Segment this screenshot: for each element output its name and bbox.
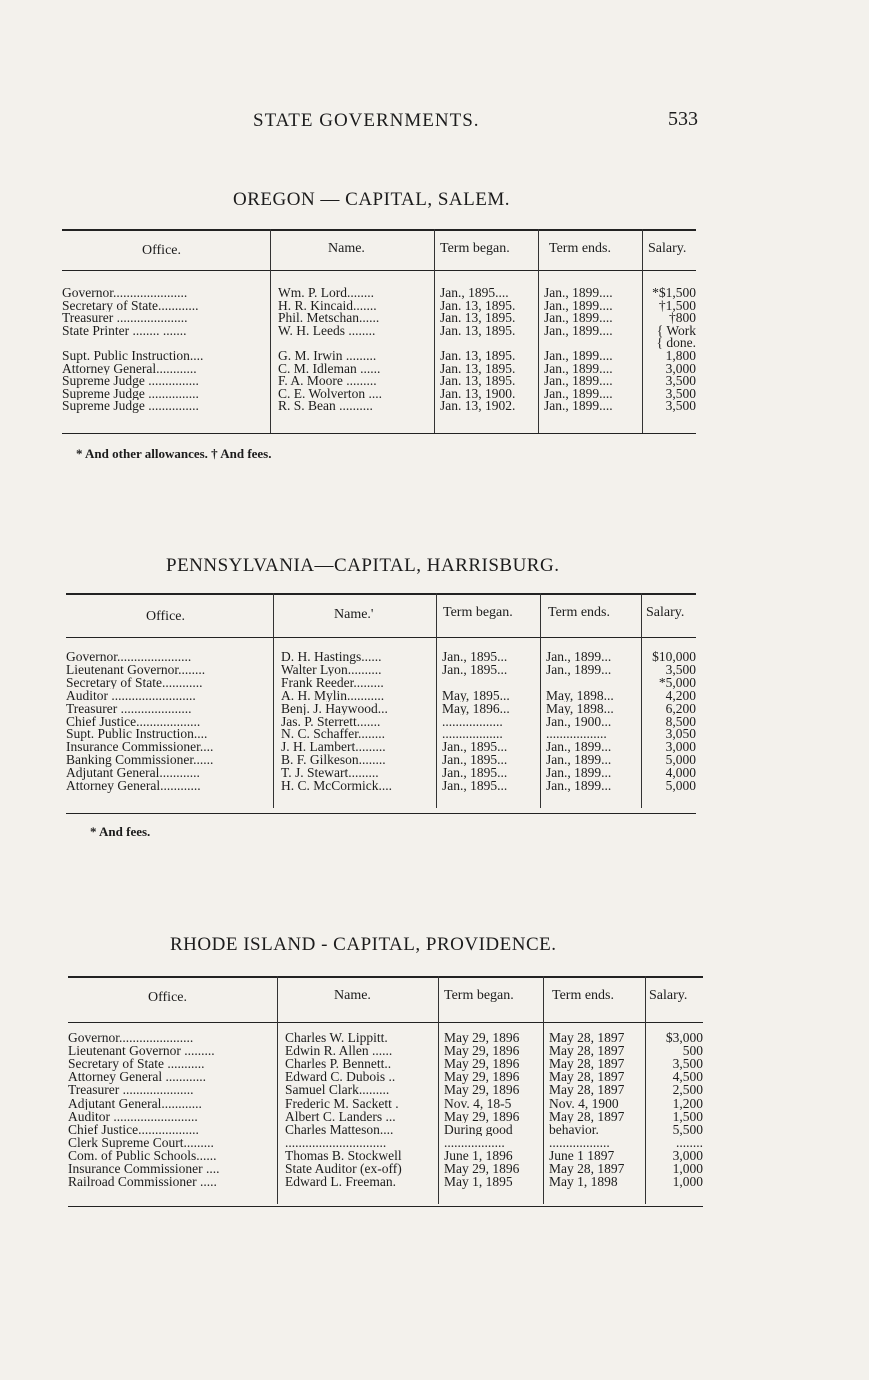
cell-term-ends: May 28, 1897 bbox=[549, 1110, 625, 1124]
cell-name: Benj. J. Haywood... bbox=[281, 702, 388, 716]
cell-name: B. F. Gilkeson........ bbox=[281, 754, 386, 767]
running-head: STATE GOVERNMENTS. bbox=[253, 110, 480, 131]
col-header-office: Office. bbox=[146, 609, 185, 624]
cell-name: Albert C. Landers ... bbox=[285, 1110, 396, 1124]
col-header-term-ends: Term ends. bbox=[548, 605, 611, 620]
pennsylvania-title: PENNSYLVANIA—CAPITAL, HARRISBURG. bbox=[166, 555, 560, 576]
cell-term-ends: Jan., 1899.... bbox=[544, 387, 613, 401]
cell-term-ends: May 28, 1897 bbox=[549, 1045, 625, 1058]
cell-office: State Printer ........ ....... bbox=[62, 324, 187, 338]
cell-office: Lieutenant Governor........ bbox=[66, 663, 206, 677]
cell-office: Lieutenant Governor ......... bbox=[68, 1045, 215, 1058]
cell-term-began: May 29, 1896 bbox=[444, 1058, 520, 1071]
cell-salary-continued: { done. bbox=[656, 337, 696, 350]
cell-salary: 3,000 bbox=[672, 1149, 703, 1163]
cell-term-began: Jan., 1895... bbox=[442, 741, 508, 754]
cell-term-ends: Jan., 1899... bbox=[546, 741, 612, 754]
cell-term-ends: .................. bbox=[546, 728, 607, 741]
cell-salary: 8,500 bbox=[665, 715, 696, 728]
cell-term-ends: Jan., 1899... bbox=[546, 754, 612, 767]
cell-salary: 500 bbox=[682, 1045, 703, 1058]
cell-salary: 4,500 bbox=[672, 1071, 703, 1084]
cell-term-ends: May 28, 1897 bbox=[549, 1084, 625, 1097]
column-divider bbox=[538, 229, 539, 433]
column-divider bbox=[273, 593, 274, 808]
header-rule bbox=[66, 637, 696, 638]
cell-name: Edward C. Dubois .. bbox=[285, 1071, 396, 1084]
cell-term-ends: Jan., 1899.... bbox=[544, 375, 613, 388]
col-header-office: Office. bbox=[142, 243, 181, 258]
cell-name: Frederic M. Sackett . bbox=[285, 1097, 399, 1110]
cell-office: Railroad Commissioner ..... bbox=[68, 1176, 217, 1189]
cell-name: H. R. Kincaid....... bbox=[278, 299, 377, 313]
cell-name: Jas. P. Sterrett....... bbox=[281, 715, 381, 728]
cell-office: Banking Commissioner...... bbox=[66, 754, 214, 767]
col-header-name: Name.' bbox=[334, 607, 374, 622]
cell-term-ends: May 1, 1898 bbox=[549, 1176, 618, 1189]
cell-office: Treasurer ..................... bbox=[62, 312, 188, 325]
page-number: 533 bbox=[668, 108, 698, 130]
cell-salary: 3,500 bbox=[665, 387, 696, 401]
col-header-salary: Salary. bbox=[648, 241, 687, 256]
cell-office: Supreme Judge ............... bbox=[62, 375, 199, 388]
cell-name: Edward L. Freeman. bbox=[285, 1176, 396, 1189]
col-header-term-ends: Term ends. bbox=[552, 988, 615, 1003]
cell-name: D. H. Hastings...... bbox=[281, 651, 382, 664]
column-divider bbox=[642, 229, 643, 433]
oregon-title: OREGON — CAPITAL, SALEM. bbox=[233, 189, 511, 210]
cell-office: Supreme Judge ............... bbox=[62, 387, 199, 401]
cell-salary: 4,200 bbox=[665, 689, 696, 703]
cell-term-began: Jan. 13, 1895. bbox=[440, 375, 516, 388]
table-top-rule bbox=[68, 976, 703, 978]
table-bottom-rule bbox=[62, 433, 696, 434]
cell-name: Charles Matteson.... bbox=[285, 1123, 394, 1137]
cell-name: .............................. bbox=[285, 1136, 387, 1150]
cell-salary: 5,500 bbox=[672, 1123, 703, 1137]
cell-salary: { Work bbox=[656, 324, 696, 338]
cell-term-ends: May 28, 1897 bbox=[549, 1032, 625, 1045]
cell-term-began: .................. bbox=[442, 728, 503, 741]
column-divider bbox=[438, 976, 439, 1204]
pennsylvania-table bbox=[66, 589, 696, 815]
cell-office: Chief Justice................... bbox=[66, 715, 201, 728]
cell-term-ends: Jan., 1899... bbox=[546, 651, 612, 664]
column-divider bbox=[436, 593, 437, 808]
cell-term-ends: Jan., 1899... bbox=[546, 663, 612, 677]
cell-office: Treasurer ..................... bbox=[66, 702, 192, 716]
cell-office: Secretary of State............ bbox=[66, 676, 203, 690]
cell-office: Attorney General............ bbox=[66, 780, 201, 793]
cell-term-ends: Jan., 1899... bbox=[546, 780, 612, 793]
col-header-term-began: Term began. bbox=[444, 988, 514, 1003]
table-bottom-rule bbox=[66, 813, 696, 814]
cell-salary: 4,000 bbox=[665, 767, 696, 780]
cell-name: G. M. Irwin ......... bbox=[278, 350, 377, 363]
column-divider bbox=[434, 229, 435, 433]
cell-term-began: Jan. 13, 1895. bbox=[440, 350, 516, 363]
cell-office: Auditor ......................... bbox=[66, 689, 196, 703]
cell-salary: *$1,500 bbox=[652, 287, 696, 300]
cell-salary: 3,500 bbox=[665, 375, 696, 388]
cell-term-began: Jan. 13, 1895. bbox=[440, 362, 516, 376]
cell-term-ends: Jan., 1899.... bbox=[544, 312, 613, 325]
cell-name: W. H. Leeds ........ bbox=[278, 324, 376, 338]
col-header-name: Name. bbox=[334, 988, 371, 1003]
cell-salary: 3,500 bbox=[665, 400, 696, 413]
pennsylvania-footnote: * And fees. bbox=[90, 824, 151, 839]
oregon-table bbox=[62, 225, 696, 435]
cell-name: T. J. Stewart......... bbox=[281, 767, 379, 780]
cell-name: Samuel Clark......... bbox=[285, 1084, 390, 1097]
cell-salary: 3,500 bbox=[665, 663, 696, 677]
cell-office: Com. of Public Schools...... bbox=[68, 1149, 217, 1163]
cell-term-began: Jan., 1895.... bbox=[440, 287, 509, 300]
cell-salary: 6,200 bbox=[665, 702, 696, 716]
col-header-term-began: Term began. bbox=[443, 605, 513, 620]
cell-term-began: May 29, 1896 bbox=[444, 1045, 520, 1058]
cell-term-began: May 29, 1896 bbox=[444, 1032, 520, 1045]
cell-term-ends: May 28, 1897 bbox=[549, 1071, 625, 1084]
column-divider bbox=[641, 593, 642, 808]
cell-term-ends: June 1 1897 bbox=[549, 1149, 615, 1163]
cell-term-began: Jan., 1895... bbox=[442, 767, 508, 780]
cell-term-began: May 29, 1896 bbox=[444, 1163, 520, 1176]
cell-term-ends: Jan., 1899.... bbox=[544, 299, 613, 313]
cell-office: Attorney General ............ bbox=[68, 1071, 206, 1084]
cell-name: H. C. McCormick.... bbox=[281, 780, 392, 793]
cell-term-ends: May, 1898... bbox=[546, 689, 614, 703]
column-divider bbox=[543, 976, 544, 1204]
cell-office: Attorney General............ bbox=[62, 362, 197, 376]
oregon-footnote: * And other allowances. † And fees. bbox=[76, 446, 272, 461]
cell-name: Walter Lyon.......... bbox=[281, 663, 382, 677]
cell-office: Secretary of State ........... bbox=[68, 1058, 205, 1071]
cell-term-ends: Nov. 4, 1900 bbox=[549, 1097, 619, 1110]
cell-term-ends: Jan., 1899.... bbox=[544, 287, 613, 300]
cell-salary: †800 bbox=[669, 312, 696, 325]
cell-term-ends: Jan., 1899.... bbox=[544, 350, 613, 363]
cell-salary: †1,500 bbox=[658, 299, 696, 313]
rhode-island-title: RHODE ISLAND - CAPITAL, PROVIDENCE. bbox=[170, 934, 557, 955]
cell-name: Wm. P. Lord........ bbox=[278, 287, 374, 300]
col-header-salary: Salary. bbox=[646, 605, 685, 620]
cell-salary: 1,000 bbox=[672, 1163, 703, 1176]
cell-name: A. H. Mylin........... bbox=[281, 689, 385, 703]
column-divider bbox=[270, 229, 271, 433]
rhode-island-table bbox=[68, 972, 703, 1210]
cell-term-ends: Jan., 1899.... bbox=[544, 362, 613, 376]
cell-term-ends: May, 1898... bbox=[546, 702, 614, 716]
cell-term-ends: Jan., 1899... bbox=[546, 767, 612, 780]
cell-name: Phil. Metschan...... bbox=[278, 312, 380, 325]
cell-term-began: May 29, 1896 bbox=[444, 1071, 520, 1084]
cell-salary: 3,000 bbox=[665, 741, 696, 754]
cell-salary: 5,000 bbox=[665, 780, 696, 793]
cell-term-began: May 1, 1895 bbox=[444, 1176, 513, 1189]
cell-office: Governor...................... bbox=[66, 651, 192, 664]
cell-term-ends: May 28, 1897 bbox=[549, 1058, 625, 1071]
cell-term-began: During good bbox=[444, 1123, 513, 1137]
cell-name: State Auditor (ex-off) bbox=[285, 1163, 402, 1176]
cell-name: F. A. Moore ......... bbox=[278, 375, 377, 388]
cell-term-began: .................. bbox=[444, 1136, 505, 1150]
cell-office: Adjutant General............ bbox=[68, 1097, 202, 1110]
cell-name: C. M. Idleman ...... bbox=[278, 362, 381, 376]
cell-term-ends: behavior. bbox=[549, 1123, 599, 1137]
cell-office: Governor...................... bbox=[68, 1032, 194, 1045]
cell-name: J. H. Lambert......... bbox=[281, 741, 386, 754]
header-rule bbox=[68, 1022, 703, 1023]
cell-term-began: May 29, 1896 bbox=[444, 1084, 520, 1097]
cell-term-began: Jan. 13, 1895. bbox=[440, 299, 516, 313]
header-rule bbox=[62, 270, 696, 271]
cell-term-ends: .................. bbox=[549, 1136, 610, 1150]
cell-name: Charles W. Lippitt. bbox=[285, 1032, 388, 1045]
cell-salary: ........ bbox=[676, 1136, 703, 1150]
cell-salary: 1,200 bbox=[672, 1097, 703, 1110]
cell-term-began: Nov. 4, 18-5 bbox=[444, 1097, 512, 1110]
cell-term-began: May, 1896... bbox=[442, 702, 510, 716]
column-divider bbox=[277, 976, 278, 1204]
cell-term-began: Jan. 13, 1902. bbox=[440, 400, 516, 413]
cell-salary: 3,050 bbox=[665, 728, 696, 741]
cell-salary: $10,000 bbox=[652, 651, 696, 664]
cell-term-ends: Jan., 1899.... bbox=[544, 324, 613, 338]
cell-salary: *5,000 bbox=[658, 676, 696, 690]
column-divider bbox=[645, 976, 646, 1204]
cell-salary: 3,000 bbox=[665, 362, 696, 376]
cell-name: Thomas B. Stockwell bbox=[285, 1149, 402, 1163]
cell-term-ends: Jan., 1900... bbox=[546, 715, 612, 728]
cell-salary: 5,000 bbox=[665, 754, 696, 767]
cell-office: Supreme Judge ............... bbox=[62, 400, 199, 413]
cell-salary: 1,800 bbox=[665, 350, 696, 363]
cell-name: R. S. Bean .......... bbox=[278, 400, 373, 413]
col-header-office: Office. bbox=[148, 990, 187, 1005]
cell-term-began: Jan. 13, 1895. bbox=[440, 312, 516, 325]
cell-term-began: Jan. 13, 1895. bbox=[440, 324, 516, 338]
cell-term-began: .................. bbox=[442, 715, 503, 728]
cell-name: Charles P. Bennett.. bbox=[285, 1058, 392, 1071]
cell-office: Auditor ......................... bbox=[68, 1110, 198, 1124]
cell-office: Chief Justice.................. bbox=[68, 1123, 199, 1137]
cell-term-ends: May 28, 1897 bbox=[549, 1163, 625, 1176]
cell-term-began: May, 1895... bbox=[442, 689, 510, 703]
column-divider bbox=[540, 593, 541, 808]
cell-name: Frank Reeder......... bbox=[281, 676, 384, 690]
cell-salary: 1,000 bbox=[672, 1176, 703, 1189]
cell-term-began: Jan. 13, 1900. bbox=[440, 387, 516, 401]
cell-term-began: Jan., 1895... bbox=[442, 780, 508, 793]
cell-office: Insurance Commissioner.... bbox=[66, 741, 214, 754]
cell-salary: $3,000 bbox=[665, 1032, 703, 1045]
cell-office: Governor...................... bbox=[62, 287, 188, 300]
col-header-name: Name. bbox=[328, 241, 365, 256]
cell-term-began: Jan., 1895... bbox=[442, 754, 508, 767]
cell-term-began: June 1, 1896 bbox=[444, 1149, 513, 1163]
table-top-rule bbox=[66, 593, 696, 595]
cell-office: Secretary of State............ bbox=[62, 299, 199, 313]
cell-office: Clerk Supreme Court......... bbox=[68, 1136, 214, 1150]
col-header-term-began: Term began. bbox=[440, 241, 510, 256]
table-top-rule bbox=[62, 229, 696, 231]
cell-office: Supt. Public Instruction.... bbox=[62, 350, 204, 363]
cell-office: Supt. Public Instruction.... bbox=[66, 728, 208, 741]
col-header-term-ends: Term ends. bbox=[549, 241, 612, 256]
cell-salary: 1,500 bbox=[672, 1110, 703, 1124]
cell-term-began: May 29, 1896 bbox=[444, 1110, 520, 1124]
cell-salary: 3,500 bbox=[672, 1058, 703, 1071]
cell-name: Edwin R. Allen ...... bbox=[285, 1045, 393, 1058]
cell-term-began: Jan., 1895... bbox=[442, 663, 508, 677]
cell-office: Insurance Commissioner .... bbox=[68, 1163, 220, 1176]
cell-office: Adjutant General............ bbox=[66, 767, 200, 780]
cell-term-began: Jan., 1895... bbox=[442, 651, 508, 664]
cell-salary: 2,500 bbox=[672, 1084, 703, 1097]
cell-office: Treasurer ..................... bbox=[68, 1084, 194, 1097]
col-header-salary: Salary. bbox=[649, 988, 688, 1003]
cell-name: C. E. Wolverton .... bbox=[278, 387, 383, 401]
cell-term-ends: Jan., 1899.... bbox=[544, 400, 613, 413]
table-bottom-rule bbox=[68, 1206, 703, 1207]
cell-name: N. C. Schaffer........ bbox=[281, 728, 385, 741]
